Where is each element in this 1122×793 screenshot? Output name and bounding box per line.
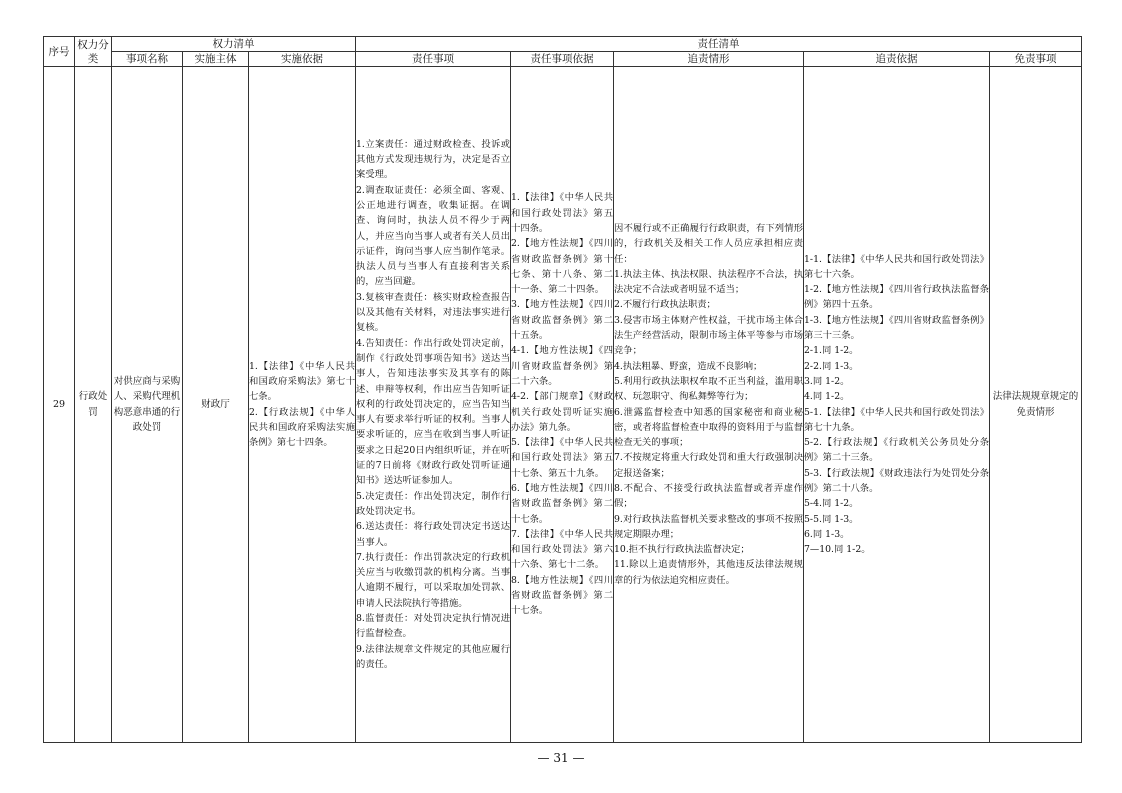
acc-basis-2-1: 2-1.同 1-2。 <box>804 345 859 357</box>
power-responsibility-table <box>43 36 1082 743</box>
header-responsibility-list: 责任清单 <box>356 37 1082 52</box>
header-category: 权力分类 <box>75 37 112 67</box>
accountability-2: 2.不履行行政执法职责； <box>614 299 716 311</box>
resp-basis-5: 5.【法律】《中华人民共和国行政处罚法》第五十七条、第五十九条。 <box>511 437 614 479</box>
acc-basis-7-10: 7—10.同 1-2。 <box>804 544 871 556</box>
resp-item-7: 7.执行责任：作出罚款决定的行政机关应当与收缴罚款的机构分离。当事人逾期不履行，可以采取加处罚款、申请人民法院执行等措施。 <box>356 551 511 609</box>
accountability-3: 3.侵害市场主体财产性权益，干扰市场主体合法生产经营活动，限制市场主体平等参与市场竞争； <box>614 314 804 357</box>
row-accountability <box>614 67 804 743</box>
row-exemption: 法律法规规章规定的免责情形 <box>990 67 1082 743</box>
acc-basis-1-3: 1-3.【地方性法规】《四川省财政监督条例》第三十三条。 <box>804 314 990 342</box>
acc-basis-3: 3.同 1-2。 <box>804 375 850 387</box>
acc-basis-5-2: 5-2.【行政法规】《行政机关公务员处分条例》第二十三条。 <box>804 437 990 464</box>
row-subject: 财政厅 <box>183 67 249 743</box>
resp-item-4: 4.告知责任：作出行政处罚决定前，制作《行政处罚事项告知书》送达当事人，告知违法事实及其享有的陈述、申辩等权利，作出应当告知听证权利的行政处罚决定的，应当告知当事人有要求举行听证的权利。当事人要求听证的，应当在收到当事人听证要求之日起20日内组织听证，并在听证的7日前将《财政行政处罚听证通知书》送达听证参加人。 <box>356 337 511 487</box>
acc-basis-4: 4.同 1-2。 <box>804 391 850 403</box>
basis-line: 1.【法律】《中华人民共和国政府采购法》第七十七条。 2.【行政法规】《中华人民共和国政府采购法实施条例》第七十四条。 <box>249 360 356 449</box>
accountability-9: 9.对行政执法监督机关要求整改的事项不按照规定期限办理； <box>614 513 804 540</box>
acc-basis-5-5: 5-5.同 1-3。 <box>804 513 859 525</box>
resp-basis-2: 2.【地方性法规】《四川省财政监督条例》第十七条、第十八条、第二十一条、第二十四条。 <box>511 238 614 296</box>
resp-basis-1: 1.【法律】《中华人民共和国行政处罚法》第五十四条。 <box>511 192 614 234</box>
acc-basis-5-4: 5-4.同 1-2。 <box>804 498 859 510</box>
header-resp-basis: 责任事项依据 <box>511 52 614 67</box>
table-row <box>44 67 1082 743</box>
row-item-name: 对供应商与采购人、采购代理机构恶意串通的行政处罚 <box>112 67 183 743</box>
resp-basis-3: 3.【地方性法规】《四川省财政监督条例》第二十五条。 <box>511 299 614 342</box>
row-resp-items <box>356 67 511 743</box>
row-accountability-basis <box>804 67 990 743</box>
resp-item-5: 5.决定责任：作出处罚决定，制作行政处罚决定书。 <box>356 490 511 517</box>
resp-item-9: 9.法律法规章文件规定的其他应履行的责任。 <box>356 643 511 670</box>
resp-basis-8: 8.【地方性法规】《四川省财政监督条例》第二十七条。 <box>511 574 614 617</box>
header-accountability: 追责情形 <box>614 52 804 67</box>
accountability-6: 6.泄露监督检查中知悉的国家秘密和商业秘密，或者将监督检查中取得的资料用于与监督检查无关的事项； <box>614 406 804 449</box>
resp-item-8: 8.监督责任：对处罚决定执行情况进行监督检查。 <box>356 613 511 640</box>
resp-item-3: 3.复核审查责任：核实财政检查报告以及其他有关材料，对违法事实进行复核。 <box>356 291 511 334</box>
resp-item-1: 1.立案责任：通过财政检查、投诉或其他方式发现违规行为，决定是否立案受理。 <box>356 138 511 181</box>
acc-basis-5-1: 5-1.【法律】《中华人民共和国行政处罚法》第七十九条。 <box>804 406 990 433</box>
header-exemption: 免责事项 <box>990 52 1082 67</box>
acc-basis-2-2: 2-2.同 1-3。 <box>804 360 859 372</box>
header-subject: 实施主体 <box>183 52 249 67</box>
accountability-5: 5.利用行政执法职权牟取不正当利益，滥用职权、玩忽职守、徇私舞弊等行为； <box>614 375 804 403</box>
accountability-1: 1.执法主体、执法权限、执法程序不合法，执法决定不合法或者明显不适当； <box>614 268 804 296</box>
resp-basis-6: 6.【地方性法规】《四川省财政监督条例》第二十七条。 <box>511 482 614 525</box>
accountability-10: 10.拒不执行行政执法监督决定； <box>614 544 750 556</box>
accountability-4: 4.执法粗暴、野蛮，造成不良影响； <box>614 360 763 372</box>
accountability-7: 7.不按规定将重大行政处罚和重大行政强制决定报送备案； <box>614 452 804 479</box>
resp-basis-4-1: 4-1.【地方性法规】《四川省财政监督条例》第二十六条。 <box>511 345 614 387</box>
row-seq: 29 <box>44 67 75 743</box>
acc-basis-1-1: 1-1.【法律】《中华人民共和国行政处罚法》第七十六条。 <box>804 253 990 280</box>
row-category: 行政处罚 <box>75 67 112 743</box>
accountability-8: 8.不配合、不接受行政执法监督或者弄虚作假； <box>614 482 804 510</box>
row-basis <box>249 67 356 743</box>
resp-basis-7: 7.【法律】《中华人民共和国行政处罚法》第六十六条、第七十二条。 <box>511 528 614 571</box>
resp-item-2: 2.调查取证责任：必须全面、客观、公正地进行调查，收集证据。在调查、询问时，执法人员不得少于两人，并应当向当事人或者有关人员出示证件，询问当事人应当制作笔录。执法人员与当事人有直接利害关系的，应当回避。 <box>356 184 511 288</box>
header-basis: 实施依据 <box>249 52 356 67</box>
acc-basis-6: 6.同 1-3。 <box>804 528 850 540</box>
acc-basis-1-2: 1-2.【地方性法规】《四川省行政执法监督条例》第四十五条。 <box>804 284 990 311</box>
header-accountability-basis: 追责依据 <box>804 52 990 67</box>
accountability-11: 11.除以上追责情形外，其他违反法律法规规章的行为依法追究相应责任。 <box>614 559 804 586</box>
header-resp-items: 责任事项 <box>356 52 511 67</box>
row-resp-basis <box>511 67 614 743</box>
accountability-intro: 因不履行或不正确履行行政职责，有下列情形的，行政机关及相关工作人员应承担相应责任： <box>614 222 804 265</box>
header-seq: 序号 <box>44 37 75 67</box>
resp-item-6: 6.送达责任：将行政处罚决定书送达当事人。 <box>356 521 511 548</box>
page-number: — 31 — <box>537 751 585 765</box>
header-item-name: 事项名称 <box>112 52 183 67</box>
acc-basis-5-3: 5-3.【行政法规】《财政违法行为处罚处分条例》第二十八条。 <box>804 467 990 494</box>
resp-basis-4-2: 4-2.【部门规章】《财政机关行政处罚听证实施办法》第九条。 <box>511 391 614 433</box>
header-power-list: 权力清单 <box>112 37 356 52</box>
